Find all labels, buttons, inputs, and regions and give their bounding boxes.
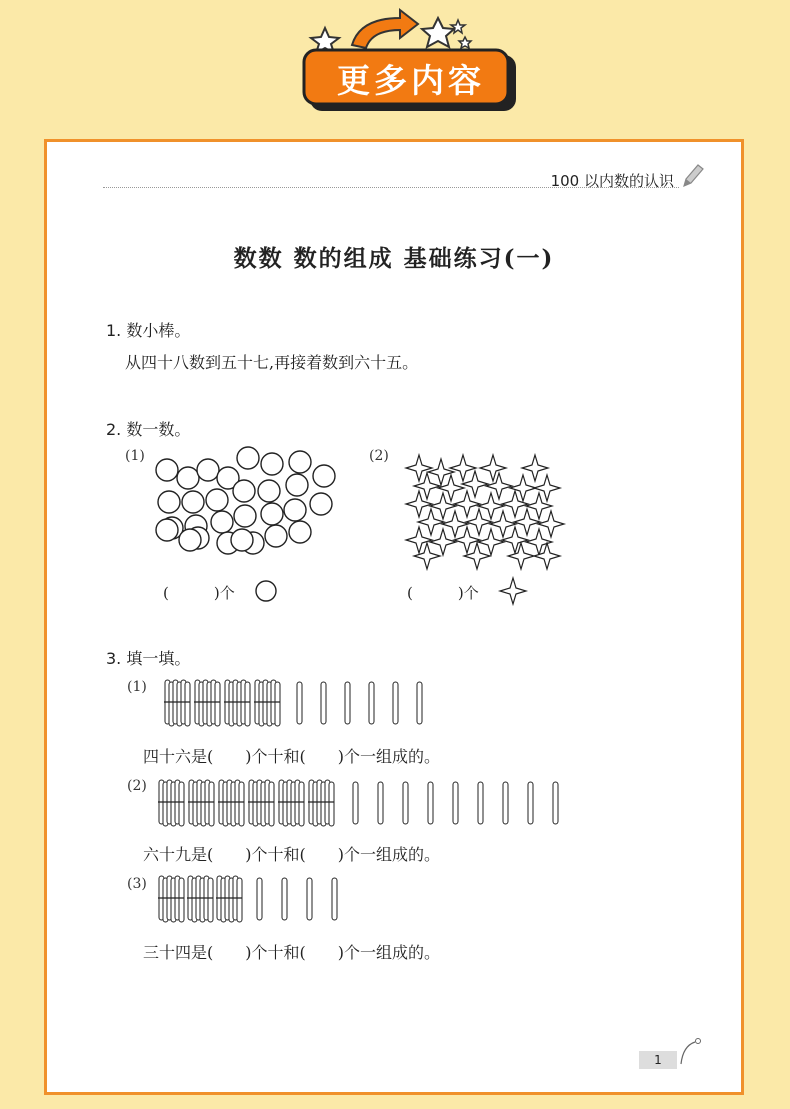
curl-icon: [677, 1036, 703, 1066]
q2-part2-answer[interactable]: ( )个: [407, 584, 479, 602]
stick-bundle: [158, 876, 184, 922]
worksheet-page: [44, 139, 744, 1095]
single-stick: [393, 682, 398, 724]
q2-heading: 2. 数一数。: [106, 420, 191, 439]
q3-part1-text[interactable]: 四十六是( )个十和( )个一组成的。: [143, 747, 440, 766]
single-stick: [353, 782, 358, 824]
banner-title: 更多内容: [337, 61, 485, 100]
q3-part2-label: (2): [127, 778, 147, 794]
q2-part2-label: (2): [369, 448, 389, 464]
single-stick: [378, 782, 383, 824]
single-stick: [503, 782, 508, 824]
worksheet-title: 数数 数的组成 基础练习(一): [233, 245, 555, 272]
single-stick: [478, 782, 483, 824]
star-icon: [422, 18, 454, 47]
single-stick: [403, 782, 408, 824]
single-stick: [345, 682, 350, 724]
single-stick: [428, 782, 433, 824]
arrow-icon: [352, 10, 418, 48]
q2-part1-label: (1): [125, 448, 145, 464]
stick-bundle: [188, 780, 214, 826]
stick-bundle: [218, 780, 244, 826]
stick-bundle: [216, 876, 242, 922]
single-stick: [257, 878, 262, 920]
single-stick: [417, 682, 422, 724]
stick-bundle: [187, 876, 213, 922]
single-stick: [332, 878, 337, 920]
stick-bundle: [224, 680, 250, 726]
single-stick: [369, 682, 374, 724]
q3-part2-text[interactable]: 六十九是( )个十和( )个一组成的。: [143, 845, 440, 864]
single-stick: [528, 782, 533, 824]
page-number: 1: [639, 1051, 677, 1069]
stick-bundle: [254, 680, 280, 726]
single-stick: [453, 782, 458, 824]
q2-part1-answer[interactable]: ( )个: [163, 584, 235, 602]
q3-part3-text[interactable]: 三十四是( )个十和( )个一组成的。: [143, 943, 440, 962]
q1-text: 从四十八数到五十七,再接着数到六十五。: [125, 353, 419, 372]
stick-bundle: [164, 680, 190, 726]
single-stick: [553, 782, 558, 824]
single-stick: [297, 682, 302, 724]
single-stick: [307, 878, 312, 920]
single-stick: [321, 682, 326, 724]
star-icon: [459, 37, 471, 48]
stick-bundle: [248, 780, 274, 826]
q3-part3-label: (3): [127, 876, 147, 892]
stick-bundle: [308, 780, 334, 826]
single-stick: [282, 878, 287, 920]
section-header: 100 以内数的认识: [550, 172, 674, 190]
q3-heading: 3. 填一填。: [106, 649, 191, 668]
stick-bundle: [194, 680, 220, 726]
stick-bundle: [158, 780, 184, 826]
q1-heading: 1. 数小棒。: [106, 321, 191, 340]
q3-part1-label: (1): [127, 679, 147, 695]
stick-bundle: [278, 780, 304, 826]
